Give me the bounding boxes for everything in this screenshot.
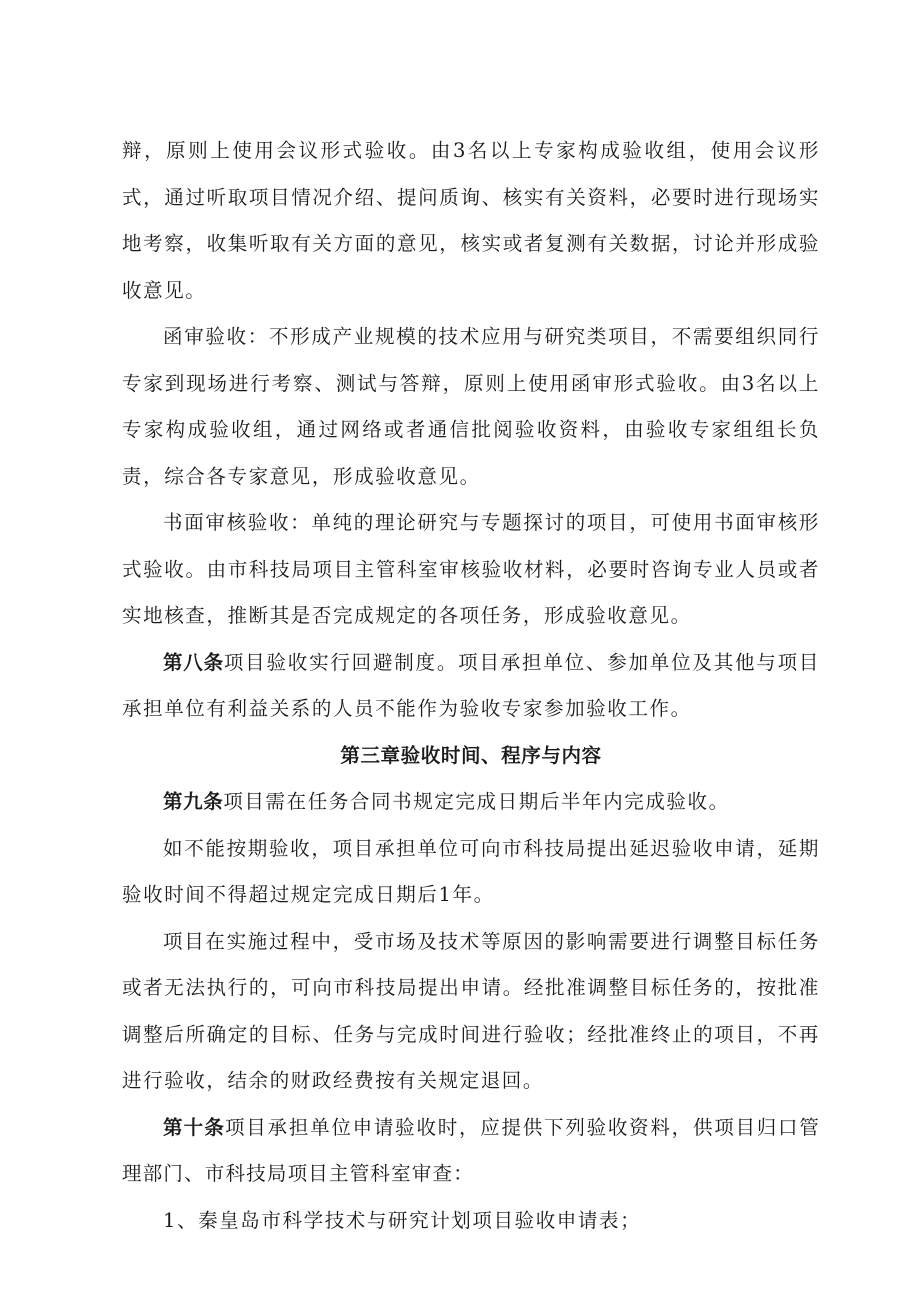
article-8-label: 第八条 <box>163 650 224 674</box>
article-10-label: 第十条 <box>163 1115 226 1139</box>
article-9 <box>122 779 820 826</box>
article-10 <box>122 1105 820 1198</box>
paragraph-delayed-acceptance: 如不能按期验收，项目承担单位可向市科技局提出延迟验收申请，延期验收时间不得超过规定完成日期后1年。 <box>122 836 820 906</box>
article-10-text: 项目承担单位申请验收时，应提供下列验收资料，供项目归口管理部门、市科技局项目主管科室审查： <box>122 1115 820 1185</box>
article-9-text: 项目需在任务合同书规定完成日期后半年内完成验收。 <box>223 790 730 813</box>
list-item-1: 1、秦皇岛市科学技术与研究计划项目验收申请表； <box>163 1208 642 1232</box>
paragraph-meeting-acceptance-continued: 辩，原则上使用会议形式验收。由3名以上专家构成验收组，使用会议形式，通过听取项目情况介绍、提问质询、核实有关资料，必要时进行现场实地考察，收集听取有关方面的意见，核实或者复测有关数据，讨论并形成验收意见。 <box>122 139 820 302</box>
chapter-3-heading: 第三章验收时间、程序与内容 <box>340 743 602 767</box>
article-8-text: 项目验收实行回避制度。项目承担单位、参加单位及其他与项目承担单位有利益关系的人员不能作为验收专家参加验收工作。 <box>122 650 820 720</box>
paragraph-letter-review-acceptance: 函审验收：不形成产业规模的技术应用与研究类项目，不需要组织同行专家到现场进行考察、测试与答辩，原则上使用函审形式验收。由3名以上专家构成验收组，通过网络或者通信批阅验收资料，由验收专家组组长负责，综合各专家意见，形成验收意见。 <box>122 325 820 488</box>
article-8 <box>122 640 820 733</box>
paragraph-written-review-acceptance: 书面审核验收：单纯的理论研究与专题探讨的项目，可使用书面审核形式验收。由市科技局项目主管科室审核验收材料，必要时咨询专业人员或者实地核查，推断其是否完成规定的各项任务，形成验收意见。 <box>122 511 820 627</box>
paragraph-adjustment-termination: 项目在实施过程中，受市场及技术等原因的影响需要进行调整目标任务或者无法执行的，可向市科技局提出申请。经批准调整目标任务的，按批准调整后所确定的目标、任务与完成时间进行验收；经批准终止的项目，不再进行验收，结余的财政经费按有关规定退回。 <box>122 929 820 1092</box>
article-9-label: 第九条 <box>163 790 224 813</box>
